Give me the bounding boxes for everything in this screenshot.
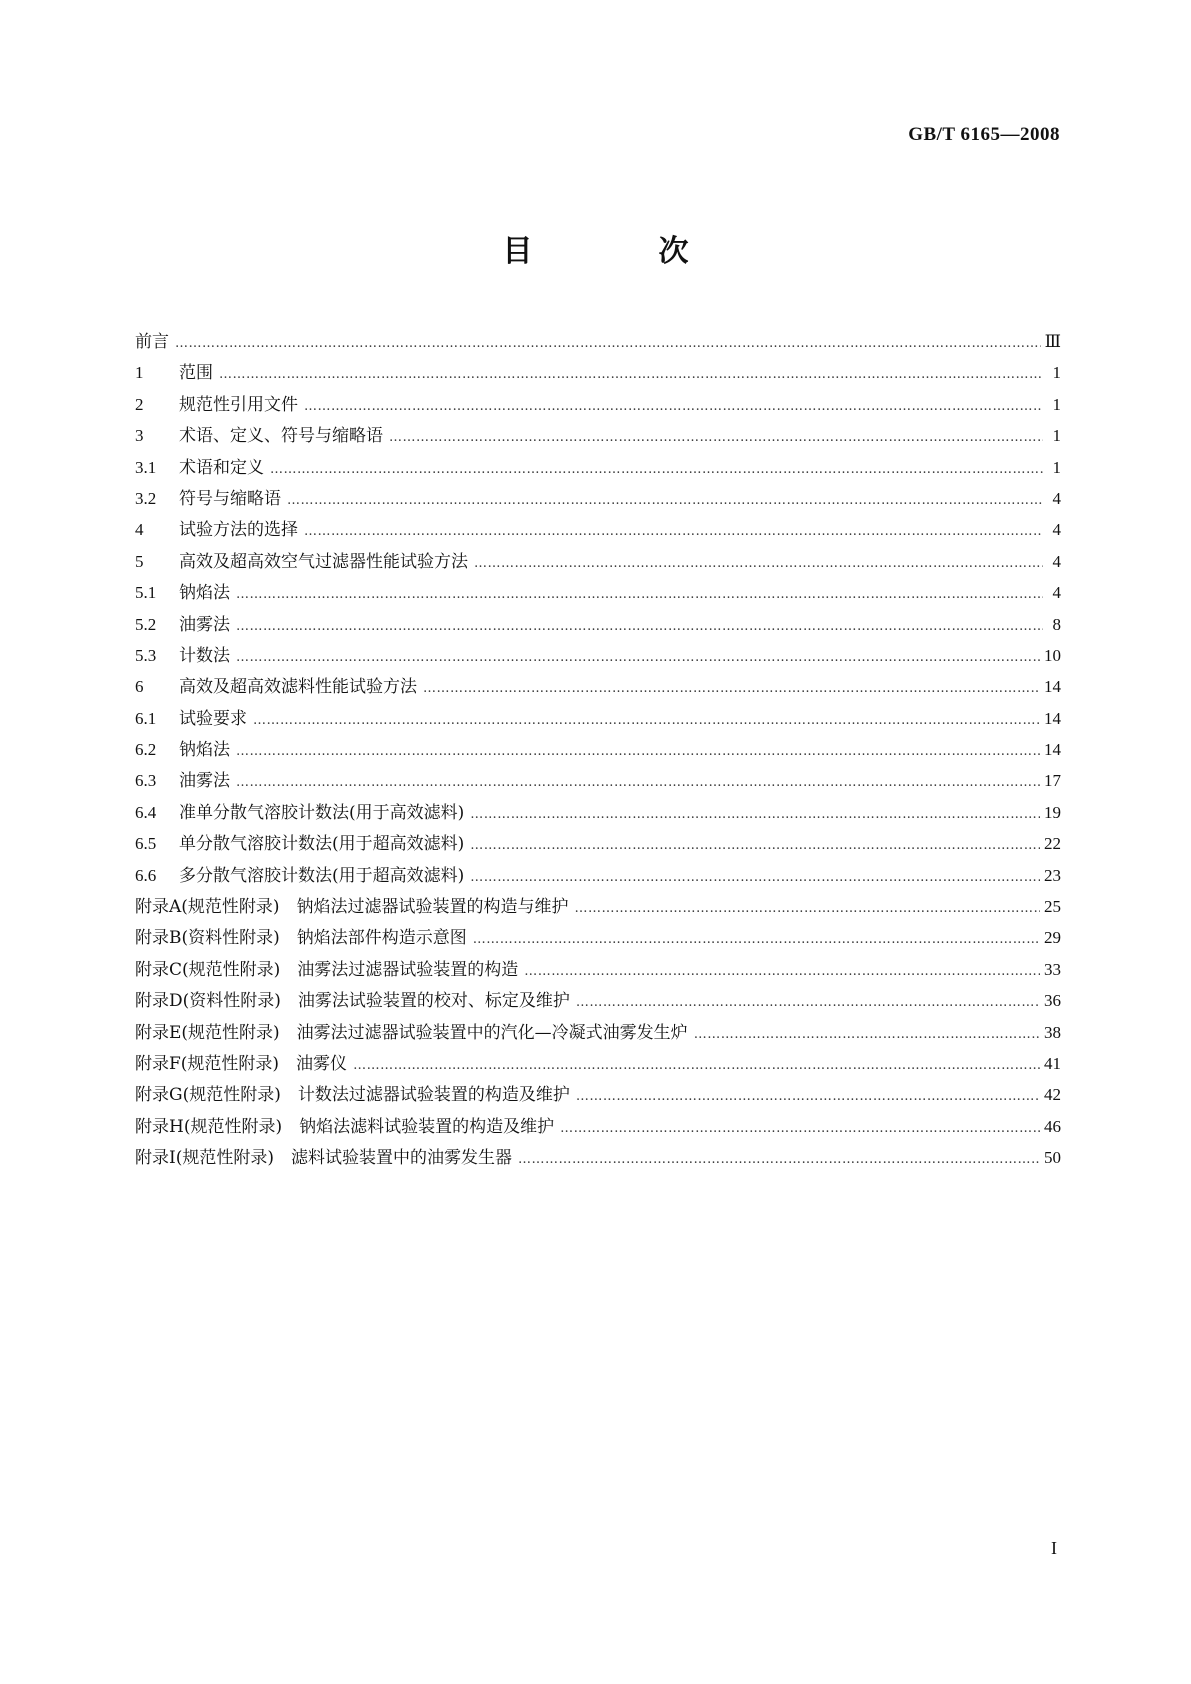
- toc-entry-label: 附录C(规范性附录) 油雾法过滤器试验装置的构造: [135, 959, 519, 980]
- toc-entry[interactable]: [135, 389, 1061, 420]
- toc-dot-leader: [219, 359, 1043, 390]
- toc-entry[interactable]: [135, 734, 1061, 765]
- toc-entry-label: 附录I(规范性附录) 滤料试验装置中的油雾发生器: [135, 1148, 512, 1169]
- toc-entry-number: 3: [135, 426, 144, 446]
- toc-entry-label: 附录D(资料性附录) 油雾法试验装置的校对、标定及维护: [135, 991, 570, 1012]
- standard-code: GB/T 6165—2008: [908, 124, 1060, 145]
- toc-entry[interactable]: [135, 640, 1061, 671]
- toc-entry-number: 6.2: [135, 740, 157, 760]
- toc-entry-page: 33: [1044, 959, 1061, 979]
- toc-entry[interactable]: [135, 860, 1061, 891]
- toc-entry-number: 6.1: [135, 708, 157, 728]
- toc-dot-leader: [270, 454, 1043, 485]
- toc-entry-page: 1: [1052, 394, 1061, 414]
- toc-entry-page: 4: [1052, 583, 1061, 603]
- toc-entry-label: 计数法: [179, 645, 230, 666]
- toc-dot-leader: [473, 924, 1040, 955]
- toc-entry[interactable]: [135, 514, 1061, 545]
- toc-entry-page: Ⅲ: [1044, 332, 1061, 351]
- toc-dot-leader: [518, 1144, 1040, 1175]
- toc-dot-leader: [560, 1113, 1040, 1144]
- toc-entry-number: 3.2: [135, 488, 157, 508]
- toc-entry[interactable]: [135, 671, 1061, 702]
- toc-entry-page: 19: [1044, 802, 1061, 822]
- toc-dot-leader: [694, 1019, 1040, 1050]
- toc-entry-label: 附录B(资料性附录) 钠焰法部件构造示意图: [135, 928, 467, 949]
- toc-entry-page: 1: [1052, 457, 1061, 477]
- toc-entry-number: 5.2: [135, 614, 157, 634]
- toc-entry-page: 4: [1052, 488, 1061, 508]
- toc-entry[interactable]: [135, 1048, 1061, 1079]
- toc-entry[interactable]: [135, 420, 1061, 451]
- toc-entry-number: 6: [135, 677, 144, 697]
- toc-dot-leader: [423, 673, 1040, 704]
- toc-entry-page: 42: [1044, 1085, 1061, 1105]
- toc-dot-leader: [524, 956, 1040, 987]
- toc-entry[interactable]: [135, 452, 1061, 483]
- table-of-contents: [135, 326, 1061, 1174]
- toc-entry[interactable]: [135, 1079, 1061, 1110]
- toc-entry-page: 1: [1052, 426, 1061, 446]
- toc-entry-number: 6.4: [135, 802, 157, 822]
- toc-entry[interactable]: [135, 797, 1061, 828]
- toc-entry[interactable]: [135, 609, 1061, 640]
- toc-entry[interactable]: [135, 326, 1061, 357]
- toc-entry[interactable]: [135, 357, 1061, 388]
- toc-dot-leader: [576, 987, 1040, 1018]
- toc-dot-leader: [470, 799, 1040, 830]
- toc-entry-page: 14: [1044, 708, 1061, 728]
- toc-entry[interactable]: [135, 1111, 1061, 1142]
- toc-dot-leader: [287, 485, 1043, 516]
- toc-dot-leader: [175, 328, 1041, 359]
- toc-entry-number: 3.1: [135, 457, 157, 477]
- toc-entry-label: 高效及超高效空气过滤器性能试验方法: [179, 551, 468, 572]
- toc-entry-number: 5.3: [135, 645, 157, 665]
- toc-entry[interactable]: [135, 483, 1061, 514]
- toc-entry-label: 附录G(规范性附录) 计数法过滤器试验装置的构造及维护: [135, 1085, 570, 1106]
- toc-entry-number: 2: [135, 394, 144, 414]
- toc-entry-page: 46: [1044, 1116, 1061, 1136]
- toc-dot-leader: [236, 767, 1040, 798]
- toc-entry-page: 8: [1052, 614, 1061, 634]
- toc-entry[interactable]: [135, 1142, 1061, 1173]
- toc-entry-page: 25: [1044, 897, 1061, 917]
- toc-dot-leader: [304, 391, 1043, 422]
- toc-entry-label: 附录F(规范性附录) 油雾仪: [135, 1053, 348, 1074]
- toc-entry-number: 6.6: [135, 865, 157, 885]
- toc-entry-label: 准单分散气溶胶计数法(用于高效滤料): [179, 802, 465, 823]
- toc-dot-leader: [236, 642, 1040, 673]
- toc-dot-leader: [236, 611, 1043, 642]
- toc-dot-leader: [353, 1050, 1040, 1081]
- toc-entry-page: 50: [1044, 1148, 1061, 1168]
- toc-entry[interactable]: [135, 891, 1061, 922]
- toc-entry-number: 5.1: [135, 583, 157, 603]
- toc-entry-label: 范围: [179, 363, 213, 384]
- toc-entry-label: 附录E(规范性附录) 油雾法过滤器试验装置中的汽化—冷凝式油雾发生炉: [135, 1022, 688, 1043]
- toc-entry[interactable]: [135, 703, 1061, 734]
- toc-entry[interactable]: [135, 765, 1061, 796]
- toc-dot-leader: [236, 579, 1043, 610]
- toc-entry-number: 5: [135, 551, 144, 571]
- toc-entry-label: 试验方法的选择: [179, 520, 298, 541]
- toc-entry[interactable]: [135, 985, 1061, 1016]
- toc-entry-label: 油雾法: [179, 614, 230, 635]
- toc-entry-number: 4: [135, 520, 144, 540]
- toc-dot-leader: [470, 830, 1040, 861]
- toc-entry-number: 6.3: [135, 771, 157, 791]
- toc-entry-page: 4: [1052, 551, 1061, 571]
- toc-entry-page: 4: [1052, 520, 1061, 540]
- toc-dot-leader: [470, 862, 1040, 893]
- toc-entry[interactable]: [135, 1017, 1061, 1048]
- toc-entry-page: 1: [1052, 363, 1061, 383]
- toc-dot-leader: [253, 705, 1040, 736]
- toc-entry[interactable]: [135, 577, 1061, 608]
- toc-entry-page: 14: [1044, 677, 1061, 697]
- page-number: I: [1051, 1538, 1057, 1558]
- toc-entry-label: 附录H(规范性附录) 钠焰法滤料试验装置的构造及维护: [135, 1116, 555, 1137]
- toc-dot-leader: [576, 1081, 1040, 1112]
- toc-entry[interactable]: [135, 828, 1061, 859]
- toc-entry-label: 术语和定义: [179, 457, 264, 478]
- toc-dot-leader: [304, 516, 1043, 547]
- toc-entry[interactable]: [135, 922, 1061, 953]
- toc-entry-label: 多分散气溶胶计数法(用于超高效滤料): [179, 865, 465, 886]
- toc-entry-page: 10: [1044, 645, 1061, 665]
- toc-entry-label: 钠焰法: [179, 583, 230, 604]
- toc-entry-page: 38: [1044, 1022, 1061, 1042]
- toc-entry-label: 钠焰法: [179, 740, 230, 761]
- toc-dot-leader: [474, 548, 1043, 579]
- toc-entry[interactable]: [135, 954, 1061, 985]
- toc-entry-label: 符号与缩略语: [179, 488, 281, 509]
- toc-entry-page: 36: [1044, 991, 1061, 1011]
- toc-entry-page: 14: [1044, 740, 1061, 760]
- toc-entry-page: 17: [1044, 771, 1061, 791]
- toc-entry-page: 41: [1044, 1053, 1061, 1073]
- toc-entry-page: 29: [1044, 928, 1061, 948]
- toc-entry-label: 油雾法: [179, 771, 230, 792]
- toc-entry-label: 附录A(规范性附录) 钠焰法过滤器试验装置的构造与维护: [135, 897, 569, 918]
- toc-entry-label: 单分散气溶胶计数法(用于超高效滤料): [179, 834, 465, 855]
- toc-dot-leader: [389, 422, 1043, 453]
- toc-entry-label: 试验要求: [179, 708, 247, 729]
- toc-entry-label: 术语、定义、符号与缩略语: [179, 426, 383, 447]
- toc-entry-number: 1: [135, 363, 144, 383]
- toc-entry-label: 规范性引用文件: [179, 394, 298, 415]
- toc-entry-page: 22: [1044, 834, 1061, 854]
- page-title: 目 次: [502, 234, 737, 269]
- toc-entry-label: 前言: [135, 332, 169, 352]
- toc-dot-leader: [236, 736, 1040, 767]
- toc-entry-page: 23: [1044, 865, 1061, 885]
- toc-entry-label: 高效及超高效滤料性能试验方法: [179, 677, 417, 698]
- toc-entry-number: 6.5: [135, 834, 157, 854]
- toc-dot-leader: [575, 893, 1040, 924]
- toc-entry[interactable]: [135, 546, 1061, 577]
